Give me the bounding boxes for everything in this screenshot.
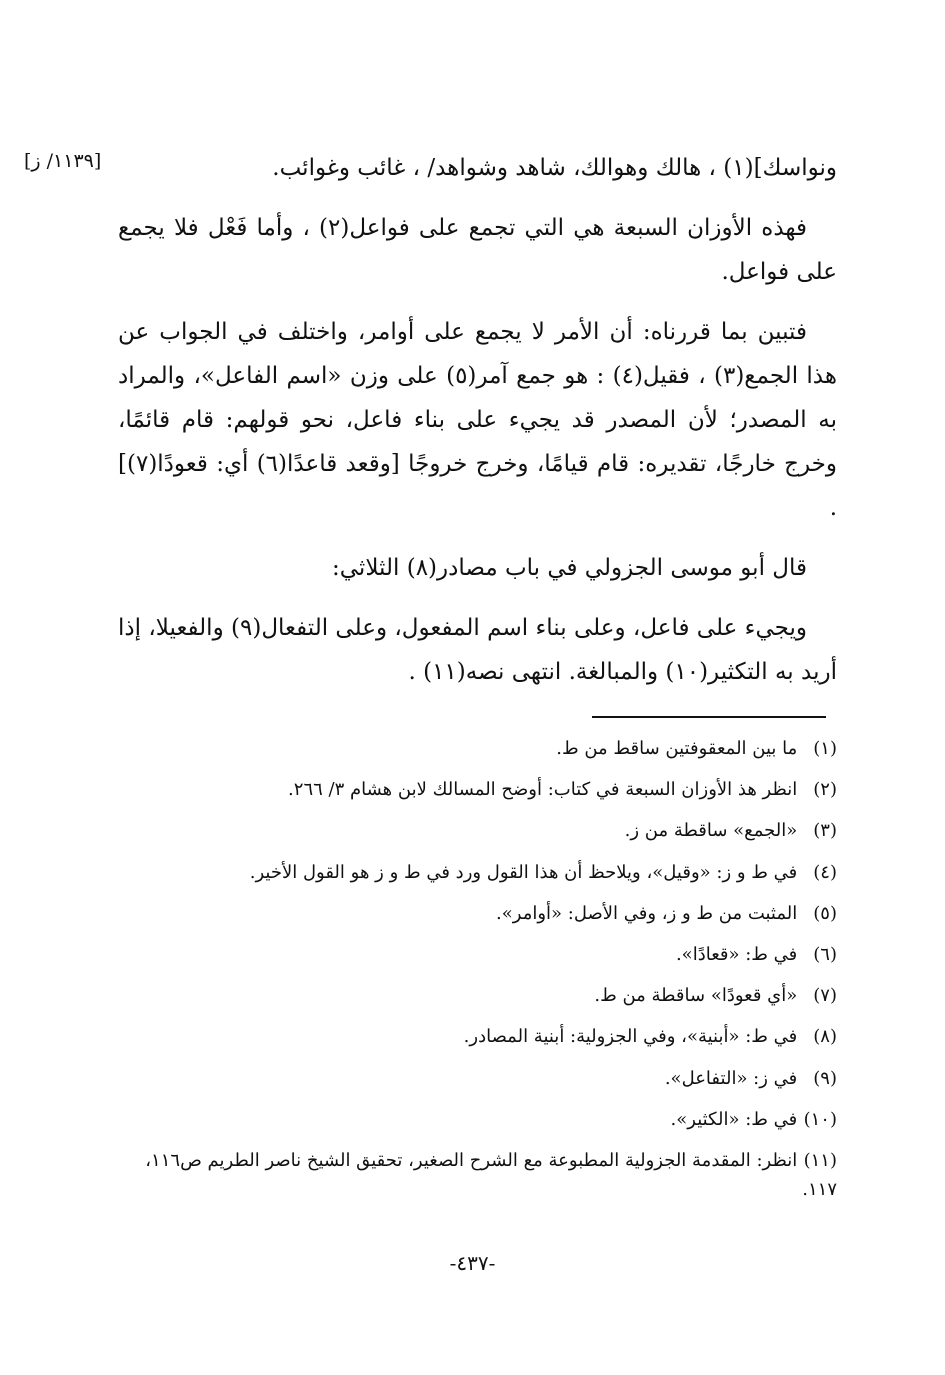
main-text bbox=[118, 146, 837, 710]
footnote bbox=[110, 1064, 837, 1093]
footnote-number: (٨) bbox=[813, 1026, 837, 1048]
footnote-text: «أي قعودًا» ساقطة من ط. bbox=[594, 985, 798, 1007]
footnote bbox=[110, 858, 837, 887]
footnote bbox=[110, 1022, 837, 1051]
footnote-text: ما بين المعقوفتين ساقط من ط. bbox=[556, 738, 798, 759]
footnote bbox=[110, 734, 837, 763]
footnote bbox=[110, 981, 837, 1010]
footnote-text: المثبت من ط و ز، وفي الأصل: «أوامر». bbox=[496, 902, 798, 924]
margin-manuscript-reference: [١١٣٩/ ز] bbox=[24, 150, 102, 172]
footnote-number: (٧) bbox=[813, 985, 837, 1007]
footnote-number: (٦) bbox=[813, 943, 837, 965]
footnote bbox=[110, 816, 837, 845]
footnote bbox=[110, 1105, 837, 1134]
footnotes bbox=[110, 734, 837, 1216]
paragraph-5: ويجيء على فاعل، وعلى بناء اسم المفعول، وعلى التفعال(٩) والفعيلا، إذا أريد به التكثير(١٠) والمبالغة. انتهى نصه(١١) . bbox=[118, 615, 837, 685]
footnote bbox=[110, 940, 837, 969]
paragraph-3: فتبين بما قررناه: أن الأمر لا يجمع على أوامر، واختلف في الجواب عن هذا الجمع(٣) ، فقيل(٤) : هو جمع آمر(٥) على وزن «اسم الفاعل»، والمراد به المصدر؛ لأن المصدر قد يجيء على بناء فاعل، نحو قولهم: قام قائمًا، وخرج خارجًا، تقديره: قام قيامًا، وخرج خروجًا [وقعد قاعدًا(٦) أي: قعودًا(٧)] . bbox=[118, 319, 838, 521]
footnote-number: (١٠) bbox=[803, 1108, 837, 1130]
page-number: -٤٣٧- bbox=[449, 1251, 496, 1275]
footnote-text: انظر: المقدمة الجزولية المطبوعة مع الشرح الصغير، تحقيق الشيخ ناصر الطريم ص١١٦، ١١٧. bbox=[145, 1149, 837, 1200]
paragraph-2: فهذه الأوزان السبعة هي التي تجمع على فواعل(٢) ، وأما فَعْل فلا يجمع على فواعل. bbox=[118, 215, 837, 285]
paragraph-4: قال أبو موسى الجزولي في باب مصادر(٨) الثلاثي: bbox=[332, 555, 807, 581]
footnote-text: في ط: «قعادًا». bbox=[675, 943, 798, 965]
footnote bbox=[110, 775, 837, 804]
footnote-number: (٢) bbox=[813, 779, 837, 801]
footnote-number: (١) bbox=[813, 738, 837, 759]
footnote-text: انظر هذ الأوزان السبعة في كتاب: أوضح المسالك لابن هشام ٣/ ٢٦٦. bbox=[288, 779, 798, 801]
footnote-number: (٥) bbox=[813, 902, 837, 924]
footnote-text: «الجمع» ساقطة من ز. bbox=[624, 820, 798, 842]
footnote-number: (١١) bbox=[803, 1149, 837, 1171]
footnote-text: في ط و ز: «وقيل»، ويلاحظ أن هذا القول ورد في ط و ز هو القول الأخير. bbox=[249, 861, 798, 883]
footnote-text: في ز: «التفاعل». bbox=[664, 1067, 798, 1089]
footnote-number: (٣) bbox=[813, 820, 837, 842]
footnote-number: (٤) bbox=[813, 861, 837, 883]
footnote-separator bbox=[592, 716, 826, 718]
footnote bbox=[110, 1146, 837, 1204]
footnote-number: (٩) bbox=[813, 1067, 837, 1089]
footnote bbox=[110, 899, 837, 928]
footnote-text: في ط: «الكثير». bbox=[670, 1108, 798, 1130]
footnote-text: في ط: «أبنية»، وفي الجزولية: أبنية المصادر. bbox=[463, 1026, 798, 1048]
paragraph-1: ونواسك](١) ، هالك وهوالك، شاهد وشواهد/ ، غائب وغوائب. bbox=[272, 155, 837, 181]
